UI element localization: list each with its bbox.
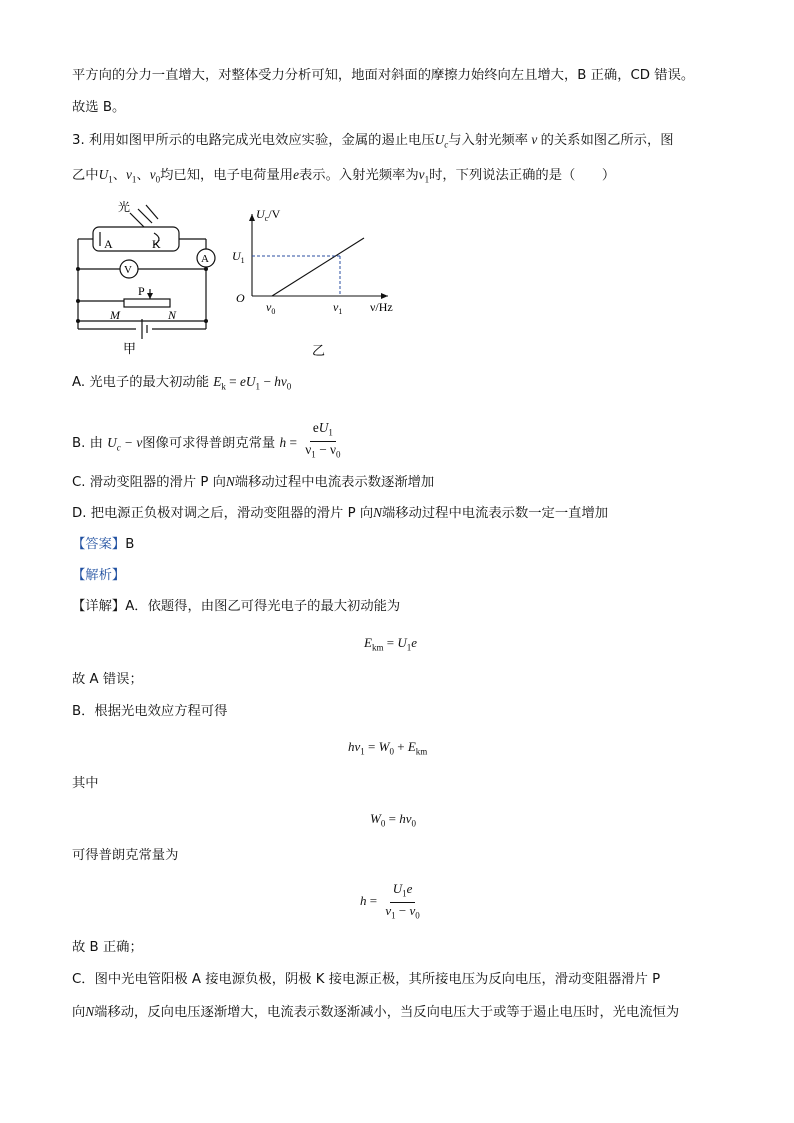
ammeter-label: A — [201, 253, 209, 265]
anode-label: A — [104, 237, 113, 251]
voltmeter-label: V — [124, 264, 132, 276]
answer-tag: 【答案】 — [72, 537, 126, 552]
svg-text:ν0: $\nu_0$ — [266, 300, 276, 316]
y-axis-arrow-icon — [249, 214, 255, 221]
intro-line-2: 故选 B。 — [72, 100, 126, 115]
intro-line-1: 平方向的分力一直增大，对整体受力分析可知，地面对斜面的摩擦力始终向左且增大，B 正确，CD 错误。 — [72, 68, 695, 83]
equation-ekm: $E_{km} = U_1e$ — [364, 635, 417, 653]
detail-c-line-1: C．图中光电管阳极 A 接电源负极，阴极 K 接电源正极，其所接电压为反向电压，滑动变阻器滑片 P — [72, 972, 661, 987]
option-b: B. 由 $U_c - \nu$图像可求得普朗克常量 h = $\frac{eU_1}{\nu_1 - \nu_0}$ — [72, 420, 341, 460]
detail-b-planck: 可得普朗克常量为 — [72, 848, 179, 863]
option-d: D. 把电源正负极对调之后，滑动变阻器的滑片 P 向N端移动过程中电流表示数一定一直增加 — [72, 505, 609, 521]
detail-b-where: 其中 — [72, 776, 99, 791]
slider-label: P — [138, 284, 145, 298]
analysis-tag: 【解析】 — [72, 568, 126, 583]
figure-jia-caption: 甲 — [123, 341, 137, 356]
label-m: M — [110, 308, 120, 322]
graph-uc-vs-nu — [228, 198, 408, 360]
question-stem-line-2: 乙中$U_1$、$\nu_1$、$\nu_0$均已知，电子电荷量用e表示。入射光频率为$\nu_1$时，下列说法正确的是（ ） — [72, 167, 616, 185]
answer-line — [72, 535, 134, 555]
light-ray — [138, 209, 152, 223]
circuit-diagram — [68, 195, 218, 360]
svg-text:U1: $U_1$ — [232, 249, 245, 265]
analysis-line — [72, 566, 125, 586]
cathode-label: K — [152, 237, 161, 251]
light-ray — [146, 205, 158, 219]
equation-photoelectric: $h\nu_1 = W_0 + E_{km}$ — [348, 739, 428, 757]
answer-value: B — [125, 537, 135, 552]
detail-a-conclusion: 故 A 错误； — [72, 672, 143, 687]
equation-work-function: $W_0 = h\nu_0$ — [370, 811, 416, 829]
svg-text:ν1: $\nu_1$ — [333, 300, 343, 316]
uc-line — [272, 238, 364, 296]
rheostat — [124, 299, 170, 307]
equation-planck: h = $\frac{U_1e}{\nu_1 - \nu_0}$ — [360, 881, 420, 921]
option-a: A. 光电子的最大初动能 $E_k = eU_1 - h\nu_0$ — [72, 374, 292, 392]
origin-label: O — [236, 291, 245, 305]
detail-a-intro: 【详解】A．依题得，由图乙可得光电子的最大初动能为 — [72, 599, 401, 614]
label-n: N — [168, 308, 177, 322]
figure-yi-caption: 乙 — [312, 343, 326, 358]
x-axis-arrow-icon — [381, 293, 388, 299]
detail-tag: 【详解】 — [72, 599, 126, 614]
detail-b-intro: B．根据光电效应方程可得 — [72, 704, 228, 719]
question-stem-line-1: 3. 利用如图甲所示的电路完成光电效应实验，金属的遏止电压$U_c$与入射光频率 ν 的关系如图乙所示，图 — [72, 132, 674, 150]
svg-text:Uc/V: $U_c/V$ — [256, 207, 281, 223]
slider-arrow-icon — [147, 293, 153, 299]
light-label: 光 — [118, 200, 131, 214]
x-axis-label: ν/Hz — [370, 300, 393, 314]
option-c: C. 滑动变阻器的滑片 P 向N端移动过程中电流表示数逐渐增加 — [72, 474, 435, 490]
detail-b-conclusion: 故 B 正确； — [72, 940, 143, 955]
question-number: 3. — [72, 133, 85, 148]
light-ray — [130, 213, 144, 227]
detail-c-line-2: 向N端移动，反向电压逐渐增大，电流表示数逐渐减小，当反向电压大于或等于遏止电压时，光电流恒为 — [72, 1004, 680, 1020]
